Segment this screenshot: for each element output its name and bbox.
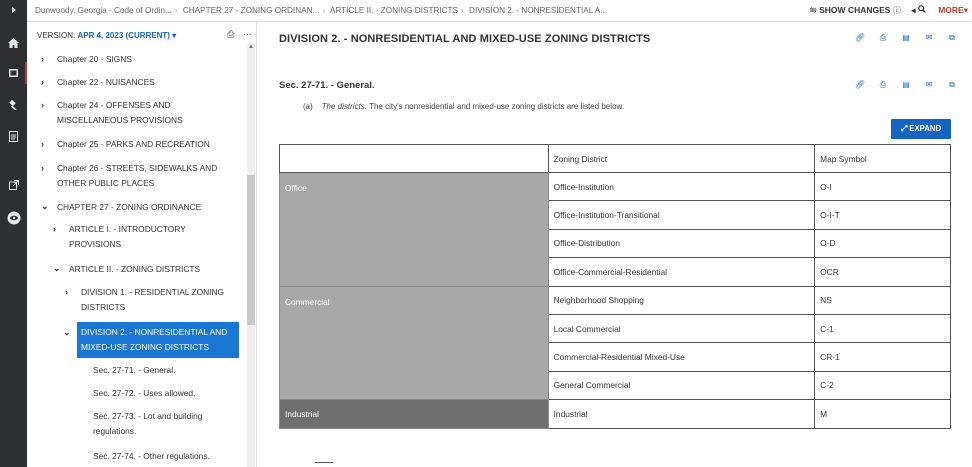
section-title: Sec. 27-71. - General. — [279, 80, 375, 91]
version-chevron-icon: ▾ — [169, 31, 177, 40]
sidebar-tools — [227, 29, 252, 40]
district-cell: Office-Institution — [548, 173, 815, 201]
group-cell-office: Office — [280, 173, 549, 287]
books-icon[interactable] — [0, 68, 27, 81]
version-value[interactable]: APR 4, 2023 (CURRENT) — [77, 31, 170, 40]
chevron-right-icon[interactable]: › — [41, 54, 44, 64]
toc-item-division-2-selected[interactable] — [63, 322, 239, 358]
share-icon[interactable]: ⧉ — [949, 33, 955, 42]
section-paragraph — [303, 102, 624, 111]
toc-item-label: Sec. 27-72. - Uses allowed. — [93, 388, 196, 398]
symbol-cell: OCR — [815, 258, 951, 286]
toc-item-sec-27-74[interactable] — [93, 449, 210, 464]
toc-item-division-1[interactable] — [65, 285, 225, 315]
email-icon[interactable]: ✉ — [925, 33, 933, 42]
print-toc-icon[interactable]: ⎙ — [227, 29, 235, 39]
link-icon[interactable]: 🔗︎ — [854, 33, 866, 42]
toc-item-label: Chapter 25 - PARKS AND RECREATION — [57, 139, 210, 149]
zoning-table — [279, 144, 951, 429]
home-icon[interactable] — [0, 38, 27, 51]
symbol-cell: O-D — [815, 229, 951, 257]
toc-item-chapter-25[interactable] — [41, 137, 210, 152]
breadcrumb-item[interactable]: DIVISION 2. - NONRESIDENTIAL A... — [469, 6, 608, 15]
email-icon[interactable]: ✉ — [925, 80, 933, 89]
table-row — [280, 400, 951, 428]
toc-item-chapter-20[interactable] — [41, 52, 132, 67]
more-chevron-icon: ▾ — [963, 5, 968, 15]
show-changes-button[interactable]: SHOW CHANGES — [819, 5, 891, 15]
chevron-right-icon[interactable]: › — [41, 163, 44, 173]
toc-item-label: Sec. 27-73. - Lot and building — [93, 411, 203, 421]
symbol-cell: CR-1 — [815, 343, 951, 371]
para-prefix: (a) — [303, 102, 313, 111]
table-header-cell — [280, 145, 549, 173]
symbol-cell: M — [815, 400, 951, 428]
chevron-right-icon[interactable]: › — [53, 224, 56, 234]
toc-item-label-line2: MISCELLANEOUS PROVISIONS — [57, 115, 183, 125]
toc-item-label: Chapter 20 - SIGNS — [57, 54, 132, 64]
breadcrumb-item[interactable]: CHAPTER 27 - ZONING ORDINAN... — [182, 6, 320, 15]
version-label: VERSION: — [37, 31, 76, 40]
chevron-right-icon[interactable]: › — [41, 77, 44, 87]
table-header-row — [280, 145, 951, 173]
link-icon[interactable]: 🔗︎ — [854, 80, 866, 89]
para-italic: The districts. — [321, 102, 368, 111]
more-button[interactable]: MORE — [938, 5, 964, 15]
chevron-right-icon[interactable]: › — [65, 287, 68, 297]
download-icon[interactable]: ▤ — [902, 80, 910, 89]
version-selector[interactable] — [37, 31, 176, 40]
gavel-icon[interactable] — [0, 100, 27, 113]
toc-item-label: ARTICLE I. - INTRODUCTORY — [69, 224, 186, 234]
toc-item-chapter-27[interactable] — [41, 200, 202, 215]
prev-result-icon[interactable]: ◂ — [911, 5, 916, 15]
share-icon[interactable]: ⧉ — [949, 80, 955, 89]
chevron-down-icon[interactable]: ⌄ — [63, 327, 71, 337]
expand-rail-icon[interactable] — [0, 6, 27, 17]
toc-item-label: Chapter 26 - STREETS, SIDEWALKS AND — [57, 163, 218, 173]
district-cell: General Commercial — [548, 371, 815, 399]
eye-icon[interactable] — [0, 211, 27, 228]
section-actions — [843, 80, 958, 90]
top-actions — [810, 5, 968, 16]
expand-label: EXPAND — [909, 124, 942, 133]
toc-item-label: DIVISION 1. - RESIDENTIAL ZONING — [81, 287, 225, 297]
expand-icon: ⤢ — [900, 124, 908, 133]
symbol-cell: O-I — [815, 173, 951, 201]
footnote-divider — [315, 462, 333, 463]
table-header-cell: Map Symbol — [815, 145, 951, 173]
breadcrumb-bar — [27, 0, 972, 22]
group-cell-industrial: Industrial — [280, 400, 549, 428]
chevron-down-icon[interactable]: ⌄ — [41, 201, 49, 211]
toc-item-label-line2: DISTRICTS — [81, 302, 126, 312]
district-cell: Commercial-Residential Mixed-Use — [548, 343, 815, 371]
toc-item-sec-27-71[interactable] — [93, 363, 175, 378]
toc-item-label: DIVISION 2. - NONRESIDENTIAL AND — [81, 327, 228, 337]
search-icon[interactable] — [918, 5, 928, 15]
breadcrumb-item[interactable]: Dunwoody, Georgia - Code of Ordin... — [35, 6, 172, 15]
toc-item-label-line2: OTHER PUBLIC PLACES — [57, 178, 155, 188]
toc-item-label: Sec. 27-74. - Other regulations. — [93, 451, 210, 461]
toc-more-icon[interactable]: ⋯ — [242, 29, 252, 39]
toc-item-label: Sec. 27-71. - General. — [93, 365, 176, 375]
toc-item-label: Chapter 22 - NUISANCES — [57, 77, 155, 87]
toc-item-label-line2: MIXED-USE ZONING DISTRICTS — [81, 342, 209, 352]
print-icon[interactable]: ⎙ — [879, 33, 887, 42]
toc-item-chapter-22[interactable] — [41, 75, 155, 90]
document-icon[interactable] — [0, 131, 27, 145]
district-cell: Local Commercial — [548, 314, 815, 342]
toc-item-label: CHAPTER 27 - ZONING ORDINANCE — [57, 202, 202, 212]
toc-sidebar — [27, 22, 257, 467]
toc-item-label-line2: regulations. — [93, 426, 137, 436]
symbol-cell: O-I-T — [815, 201, 951, 229]
table-row — [280, 173, 951, 201]
toc-item-sec-27-73[interactable] — [93, 409, 202, 439]
chevron-down-icon[interactable]: ⌄ — [53, 263, 61, 273]
chevron-right-icon[interactable]: › — [41, 139, 44, 149]
chevron-right-icon[interactable]: › — [41, 100, 44, 110]
sidebar-scrollbar-thumb[interactable] — [247, 175, 255, 325]
district-cell: Industrial — [548, 400, 815, 428]
district-cell: Office-Distribution — [548, 229, 815, 257]
symbol-cell: NS — [815, 286, 951, 314]
download-icon[interactable]: ▤ — [902, 33, 910, 42]
toc-item-article-1[interactable] — [53, 222, 186, 252]
toc-item-label: Chapter 24 - OFFENSES AND — [57, 100, 171, 110]
para-text: The city's nonresidential and mixed-use zoning districts are listed below. — [369, 102, 625, 111]
show-changes-icon: ⇋ — [809, 5, 817, 15]
table-header-cell: Zoning District — [548, 145, 815, 173]
toc-item-label-line2: PROVISIONS — [69, 239, 122, 249]
content-panel — [258, 22, 972, 467]
district-cell: Office-Commercial-Residential — [548, 258, 815, 286]
toc-item-chapter-24[interactable] — [41, 98, 183, 128]
info-icon[interactable]: ⓘ — [892, 6, 901, 15]
app-rail — [0, 0, 27, 467]
toc-item-article-2[interactable] — [53, 262, 201, 277]
district-cell: Office-Institution-Transitional — [548, 201, 815, 229]
toc-item-label: ARTICLE II. - ZONING DISTRICTS — [69, 264, 201, 274]
scroll-up-icon[interactable]: ▲ — [248, 44, 254, 50]
breadcrumb-item[interactable]: ARTICLE II. - ZONING DISTRICTS — [329, 6, 459, 15]
expand-button[interactable] — [891, 119, 951, 139]
division-title: DIVISION 2. - NONRESIDENTIAL AND MIXED-USE ZONING DISTRICTS — [279, 33, 651, 45]
division-actions — [843, 33, 958, 43]
symbol-cell: C-2 — [815, 371, 951, 399]
group-cell-commercial: Commercial — [280, 286, 549, 400]
toc-item-chapter-26[interactable] — [41, 161, 218, 191]
toc-item-sec-27-72[interactable] — [93, 386, 195, 401]
breadcrumb: Dunwoody, Georgia - Code of Ordin... › CHAPTER 27 - ZONING ORDINAN... › ARTICLE II. - ZONING DISTRICTS › DIVISION 2. - NONRESIDENTIAL A... — [35, 6, 608, 15]
table-row — [280, 286, 951, 314]
symbol-cell: C-1 — [815, 314, 951, 342]
print-icon[interactable]: ⎙ — [879, 80, 887, 89]
external-link-icon[interactable] — [0, 180, 27, 193]
district-cell: Neighborhood Shopping — [548, 286, 815, 314]
